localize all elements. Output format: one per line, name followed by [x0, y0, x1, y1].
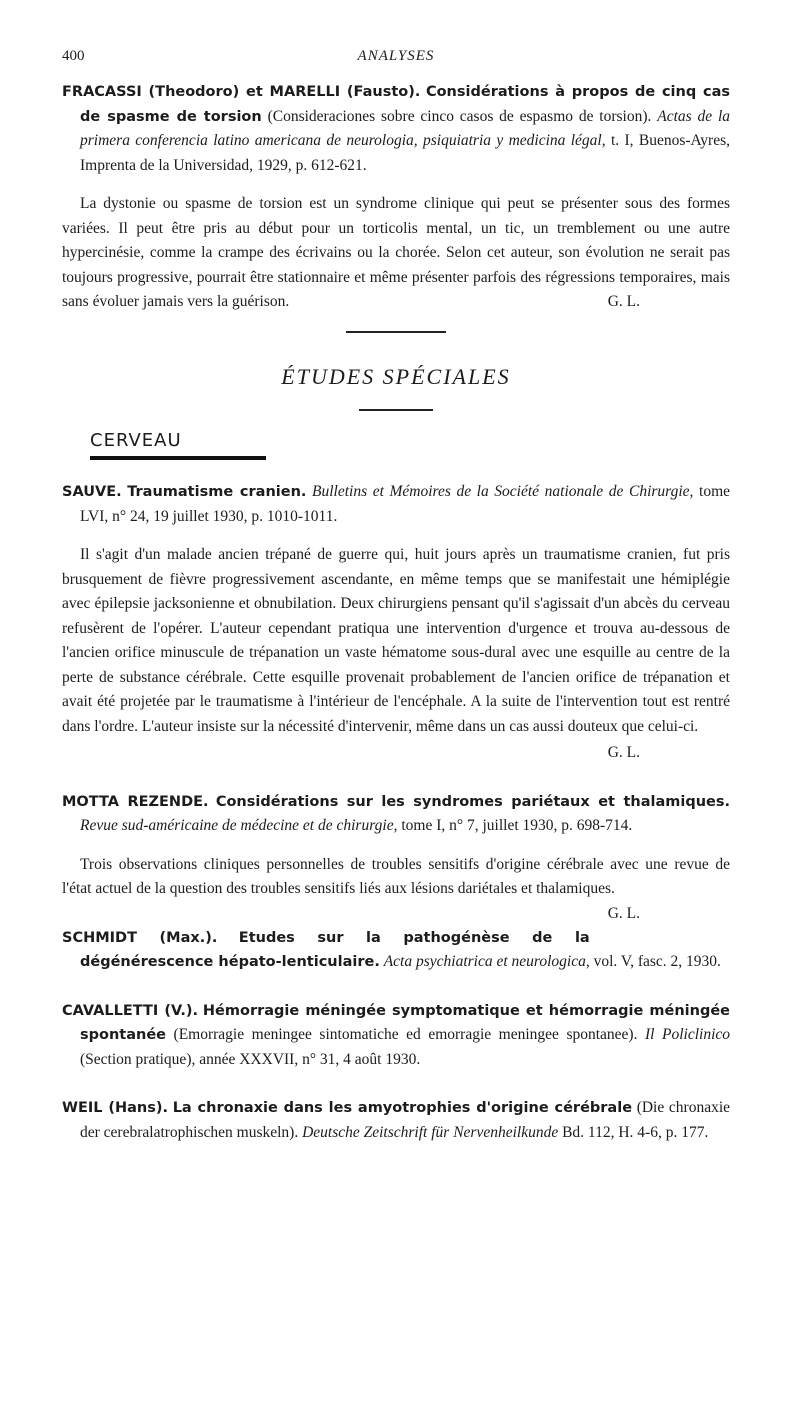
- entry-source: Acta psychiatrica et neurologica,: [383, 953, 590, 970]
- reference: [62, 999, 730, 1073]
- entry-summary-text: La dystonie ou spasme de torsion est un syndrome clinique qui peut se présenter sous des formes variées. Il peut être pris au début pour un torticolis mental, un tic, un tremblement ou une autre hypercinésie, comme la crampe des écrivains ou la chorée. Selon cet auteur, son évolution ne serait pas toujours progressive, pourrait être stationnaire et même présenter parfois des régressions temporaires, mais sans évoluer jamais vers la guérison.: [62, 195, 730, 310]
- entry-title: Etudes sur la pathogénèse de la dégénérescence hépato-lenticulaire.: [80, 929, 590, 970]
- entry-details: t. I, Buenos-Ayres, Imprenta de la Universidad, 1929, p. 612-621.: [80, 132, 730, 174]
- separator-rule: [346, 331, 446, 333]
- rubric-underline: [90, 456, 266, 460]
- entry-translation: (Die chronaxie der cerebralatrophischen muskeln).: [80, 1099, 731, 1141]
- entry-title: Considérations sur les syndromes pariétaux et thalamiques.: [215, 793, 730, 810]
- entry-summary: [62, 192, 730, 315]
- reference: [62, 80, 730, 178]
- section-title: ÉTUDES SPÉCIALES: [281, 363, 511, 389]
- separator-rule-small: [359, 409, 433, 411]
- entry-cavalletti: [62, 999, 730, 1073]
- entry-author: SCHMIDT (Max.).: [62, 929, 218, 946]
- entry-signature: G. L.: [607, 904, 640, 922]
- entry-source: Revue sud-américaine de médecine et de chirurgie,: [80, 817, 398, 834]
- reference: [62, 926, 730, 975]
- entry-motta-rezende: [62, 790, 730, 922]
- rubric-heading: CERVEAU: [90, 429, 182, 451]
- entry-details: Bd. 112, H. 4-6, p. 177.: [562, 1123, 709, 1141]
- entry-source: Il Policlinico: [645, 1026, 731, 1043]
- entry-signature: G. L.: [607, 293, 640, 310]
- entry-details: tome LVI, n° 24, 19 juillet 1930, p. 1010-1011.: [80, 483, 731, 525]
- entry-summary: Il s'agit d'un malade ancien trépané de guerre qui, huit jours après un traumatisme cranien, fut pris brusquement de fièvre progressivement ascendante, en même temps que se manifestait une hémiplégie avec épilepsie jacksonienne et obnubilation. Deux chirurgiens pensant qu'il s'agissait d'un abcès du cerveau refusèrent de l'opérer. L'auteur cependant pratiqua une intervention d'urgence et trouva au-dessous de l'ancien orifice minuscule de trépanation un vaste hématome sous-dural avec une esquille au centre de la perte de substance cérébrale. Cette esquille provenait probablement de l'ancien orifice de trépanation et avait été projetée par le traumatisme à l'intérieur de l'encéphale. A la suite de l'intervention tout est rentré dans l'ordre. L'auteur insiste sur la nécessité d'intervenir, même dans un cas aussi douteux que celui-ci.: [62, 546, 730, 735]
- entry-title: Considérations à propos de cinq cas de spasme de torsion: [80, 84, 730, 125]
- page-header: [62, 44, 730, 72]
- running-head: ANALYSES: [357, 48, 435, 64]
- entry-schmidt: [62, 926, 730, 975]
- reference: [62, 790, 730, 839]
- entry-summary-text: Trois observations cliniques personnelles de troubles sensitifs d'origine cérébrale avec une revue de l'état actuel de la question des troubles sensitifs liés aux lésions dariétales et thalamiques.: [62, 855, 730, 897]
- entry-fracassi: [62, 80, 730, 315]
- entry-title: Traumatisme cranien.: [127, 484, 307, 500]
- entry-weil: [62, 1096, 730, 1145]
- entry-title: Hémorragie méningée symptomatique et hémorragie méningée spontanée: [80, 1002, 731, 1043]
- entry-source: Bulletins et Mémoires de la Société nationale de Chirurgie,: [312, 483, 694, 500]
- entry-author: CAVALLETTI (V.).: [62, 1002, 198, 1019]
- entry-sauve: [62, 480, 730, 766]
- entry-details: tome I, n° 7, juillet 1930, p. 698-714.: [401, 817, 633, 834]
- entry-details: (Section pratique), année XXXVII, n° 31, 4 août 1930.: [80, 1050, 421, 1068]
- entry-translation: (Emorragie meningee sintomatiche ed emorragie meningee spontanee).: [173, 1026, 638, 1043]
- entry-author: SAUVE.: [62, 484, 122, 500]
- entry-source: Actas de la primera conferencia latino americana de neurologia, psiquiatria y medicina légal,: [80, 107, 731, 149]
- reference: [62, 480, 730, 529]
- entry-source: Deutsche Zeitschrift für Nervenheilkunde: [302, 1123, 559, 1141]
- reference: [62, 1096, 730, 1145]
- entry-translation: (Consideraciones sobre cinco casos de espasmo de torsion).: [267, 107, 652, 125]
- entry-author: FRACASSI (Theodoro) et MARELLI (Fausto).: [62, 84, 421, 100]
- entry-author: MOTTA REZENDE.: [62, 793, 209, 810]
- entry-title: La chronaxie dans les amyotrophies d'origine cérébrale: [172, 1100, 633, 1116]
- page-number: 400: [62, 48, 85, 64]
- entry-author: WEIL (Hans).: [62, 1100, 169, 1116]
- entry-details: vol. V, fasc. 2, 1930.: [593, 953, 721, 970]
- entry-signature: G. L.: [607, 744, 640, 761]
- entry-summary: [62, 853, 730, 922]
